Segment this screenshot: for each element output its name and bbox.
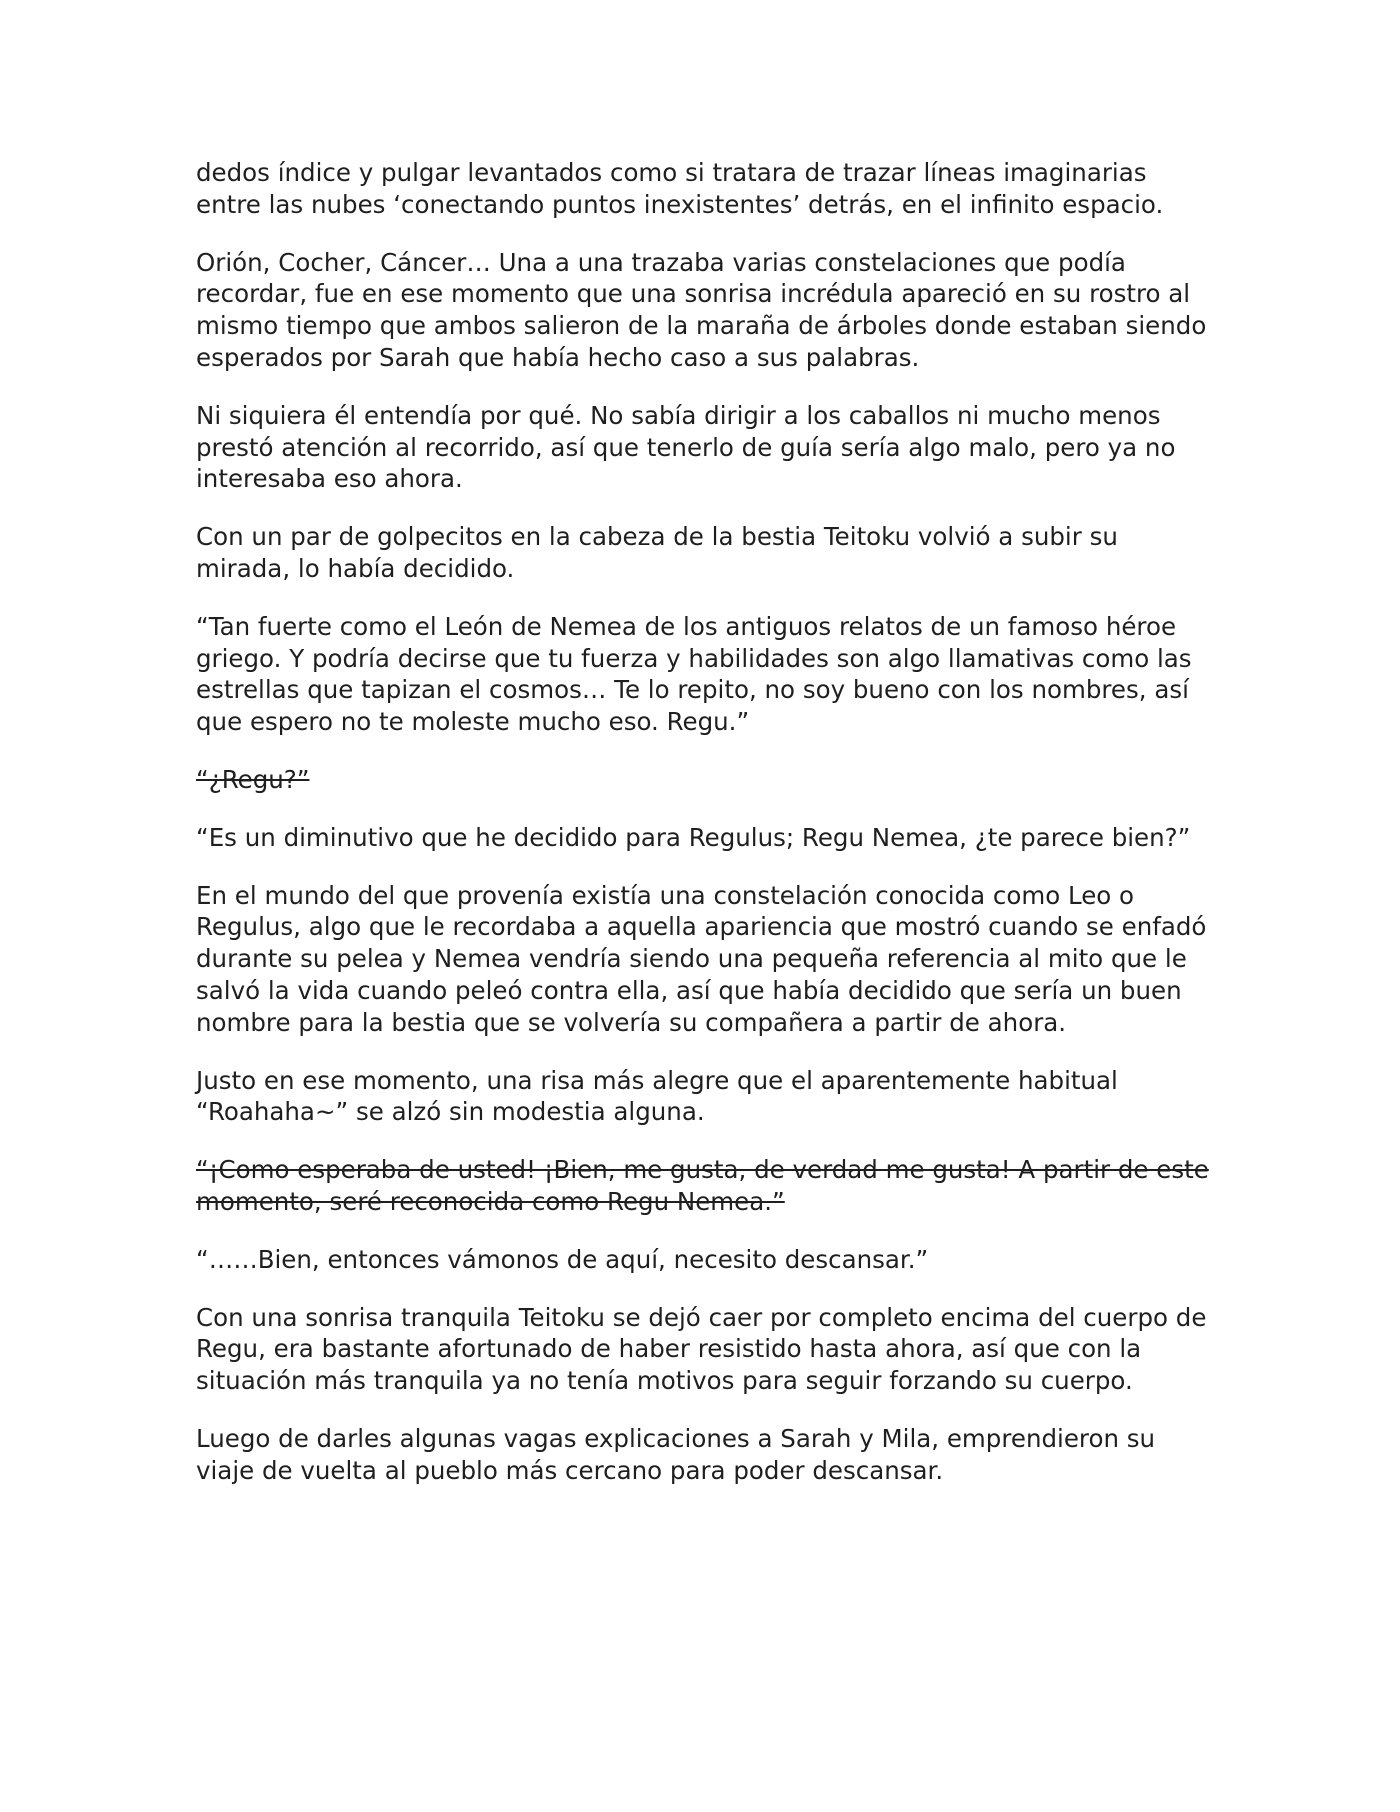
paragraph-12: Con una sonrisa tranquila Teitoku se dejó caer por completo encima del cuerpo de Regu, era bastante afortunado de haber resistido hasta ahora, así que con la situación más tranquila ya no tenía motivos para seguir forzando su cuerpo. bbox=[196, 1302, 1207, 1396]
paragraph-4: Con un par de golpecitos en la cabeza de la bestia Teitoku volvió a subir su mirada, lo había decidido. bbox=[196, 522, 1118, 583]
paragraph-7: “Es un diminutivo que he decidido para Regulus; Regu Nemea, ¿te parece bien?” bbox=[196, 822, 1191, 852]
paragraph-10-struck: “¡Como esperaba de usted! ¡Bien, me gusta, de verdad me gusta! A partir de este momento, seré reconocida como Regu Nemea.” bbox=[196, 1155, 1209, 1216]
paragraph-9: Justo en ese momento, una risa más alegre que el aparentemente habitual “Roahaha~” se alzó sin modestia alguna. bbox=[196, 1065, 1118, 1127]
paragraph-6-struck: “¿Regu?” bbox=[196, 764, 310, 794]
paragraph-1: dedos índice y pulgar levantados como si tratara de trazar líneas imaginarias entre las nubes ‘conectando puntos inexistentes’ detrás, en el infinito espacio. bbox=[196, 158, 1164, 219]
paragraph-5: “Tan fuerte como el León de Nemea de los antiguos relatos de un famoso héroe griego. Y podría decirse que tu fuerza y habilidades son algo llamativas como las estrellas que tapizan el cosmos… Te lo repito, no soy bueno con los nombres, así que espero no te moleste mucho eso. Regu.” bbox=[196, 611, 1192, 737]
paragraph-3: Ni siquiera él entendía por qué. No sabía dirigir a los caballos ni mucho menos prestó atención al recorrido, así que tenerlo de guía sería algo malo, pero ya no interesaba eso ahora. bbox=[196, 400, 1176, 494]
paragraph-13: Luego de darles algunas vagas explicaciones a Sarah y Mila, emprendieron su viaje de vuelta al pueblo más cercano para poder descansar. bbox=[196, 1423, 1156, 1485]
document-body bbox=[196, 157, 1216, 1513]
paragraph-11: “……Bien, entonces vámonos de aquí, necesito descansar.” bbox=[196, 1244, 929, 1274]
paragraph-8: En el mundo del que provenía existía una constelación conocida como Leo o Regulus, algo que le recordaba a aquella apariencia que mostró cuando se enfadó durante su pelea y Nemea vendría siendo una pequeña referencia al mito que le salvó la vida cuando peleó contra ella, así que había decidido que sería un buen nombre para la bestia que se volvería su compañera a partir de ahora. bbox=[196, 880, 1207, 1037]
paragraph-2: Orión, Cocher, Cáncer… Una a una trazaba varias constelaciones que podía recordar, fue en ese momento que una sonrisa incrédula apareció en su rostro al mismo tiempo que ambos salieron de la maraña de árboles donde estaban siendo esperados por Sarah que había hecho caso a sus palabras. bbox=[196, 247, 1207, 372]
